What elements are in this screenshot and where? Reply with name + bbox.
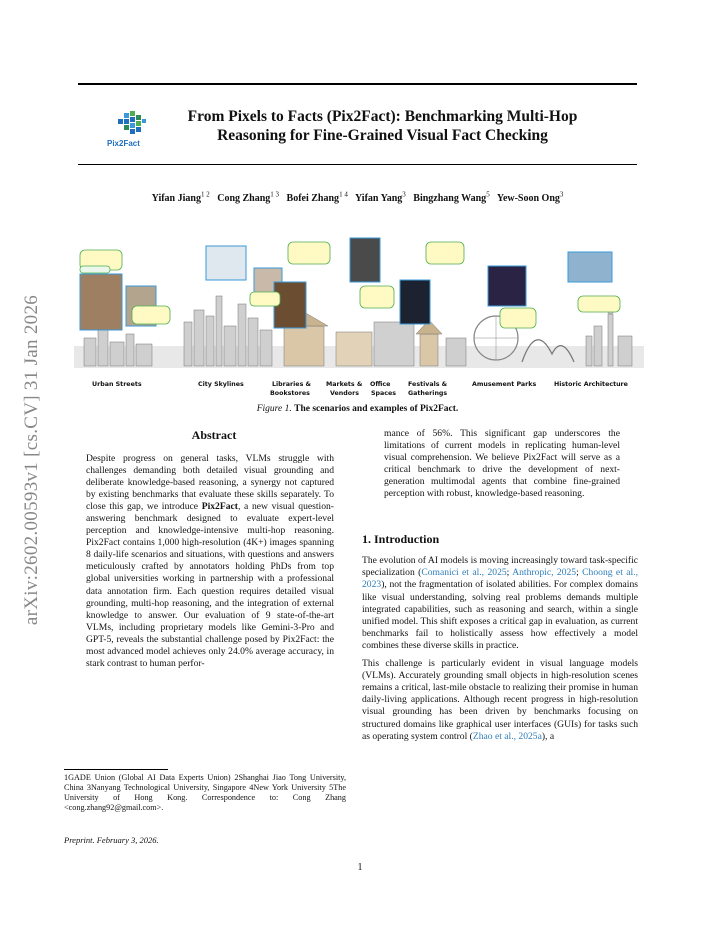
footnote-rule	[64, 769, 168, 770]
citation-link[interactable]: Comanici et al., 2025	[421, 567, 507, 579]
scenario-label: Amusement Parks	[472, 381, 537, 388]
paper-title	[160, 107, 605, 145]
figure-caption	[78, 404, 637, 414]
figure-caption-text: The scenarios and examples of Pix2Fact.	[294, 404, 459, 414]
author: Bingzhang Wang$^5$	[413, 191, 490, 205]
affiliations-footnote: 1GADE Union (Global AI Data Experts Union) 2Shanghai Jiao Tong University, China 3Nanyang Technological University, Singapore 4New York University 5The University of Hong Kong. Correspondence to: Cong Zhang <cong.zhang92@gmail.com>.	[64, 773, 346, 812]
scenario-label: Festivals &	[408, 381, 448, 388]
scenario-label: City Skylines	[198, 381, 244, 388]
author-list	[78, 191, 637, 204]
abstract-heading: Abstract	[191, 428, 237, 442]
preprint-date: Preprint. February 3, 2026.	[64, 835, 159, 845]
scenario-label: Markets &	[326, 381, 363, 388]
figure-caption-label: Figure 1.	[256, 404, 292, 414]
citation-link[interactable]: Anthropic, 2025	[512, 567, 577, 579]
scenario-label: Bookstores	[270, 390, 310, 397]
intro-paragraph-2: This challenge is particularly evident in visual language models (VLMs). Accurately grounding small objects in high-resolution scenes remains a critical, last-mile obstacle to realizing their promise in human daily-living applications. Although recent progress in high-resolution visual grounding has been driven by benchmarks focusing on structured domains like graphical user interfaces (GUIs) for tasks such as operating system control (Zhao et al., 2025a), a	[362, 658, 638, 742]
title-line-2: Reasoning for Fine-Grained Visual Fact Checking	[217, 127, 548, 144]
scenario-label: Libraries &	[272, 381, 311, 388]
scenario-label: Urban Streets	[92, 381, 142, 388]
title-line-1: From Pixels to Facts (Pix2Fact): Benchmarking Multi-Hop	[187, 108, 578, 125]
scenario-label: Historic Architecture	[554, 381, 628, 388]
page-number: 1	[357, 862, 363, 873]
logo-text: Pix2Fact	[107, 139, 140, 148]
arxiv-stamp	[12, 250, 52, 670]
citation-link[interactable]: Zhao et al., 2025a	[472, 730, 542, 742]
scenario-label: Gatherings	[408, 390, 448, 397]
right-column	[362, 428, 638, 749]
scenario-label: Vendors	[330, 390, 359, 397]
arxiv-id: arXiv:2602.00593v1 [cs.CV] 31 Jan 2026	[21, 294, 42, 626]
intro-paragraph-1: The evolution of AI models is moving increasingly toward task-specific specialization (Comanici et al., 2025; Anthropic, 2025; Choong et al., 2023), not the fragmentation of isolated abilities. For complex domains like visual understanding, solving real problems demands multiple integrated capabilities, such as reasoning and search, within a single unified model. This shift exposes a critical gap in evaluation, as current benchmarks fail to holistically assess how effectively a model combines these diverse skills in practice.	[362, 555, 638, 651]
author: Cong Zhang$^{1 3}$	[217, 191, 280, 205]
author: Bofei Zhang$^{1 4}$	[286, 191, 348, 205]
scenario-label: Spaces	[371, 390, 397, 397]
abstract-text: Despite progress on general tasks, VLMs struggle with challenges demanding both detailed visual grounding and deliberate knowledge-based reasoning, a synergy not captured by existing benchmarks that evaluate these skills separately. To close this gap, we introduce Pix2Fact, a new visual question-answering benchmark designed to evaluate expert-level perception and knowledge-intensive multi-hop reasoning. Pix2Fact contains 1,000 high-resolution (4K+) images spanning 8 daily-life scenarios and situations, with questions and answers meticulously crafted by annotators holding PhDs from top global universities working in partnership with a professional data annotation firm. Each question requires detailed visual grounding, multi-hop reasoning, and the integration of external knowledge to answer. Our evaluation of 9 state-of-the-art VLMs, including proprietary models like Gemini-3-Pro and GPT-5, reveals the substantial challenge posed by Pix2Fact: the most advanced model achieves only 24.0% average accuracy, in stark contrast to human perfor-	[86, 453, 334, 669]
introduction-heading: 1. Introduction	[362, 532, 440, 547]
left-column	[86, 428, 342, 670]
title-rule-top	[78, 83, 637, 85]
scenario-label: Office	[370, 381, 391, 388]
abstract-continued: mance of 56%. This significant gap underscores the limitations of current models in replicating human-level visual comprehension. We believe Pix2Fact will serve as a critical benchmark to drive the development of next-generation multimodal agents that combine fine-grained perception with robust, knowledge-based reasoning.	[384, 428, 620, 500]
author: Yew-Soon Ong$^3$	[496, 191, 564, 205]
citation-link[interactable]: Choong et al., 2023	[362, 567, 638, 591]
scenario-figure	[74, 226, 644, 398]
title-rule-bottom	[78, 164, 637, 165]
author: Yifan Yang$^3$	[354, 191, 406, 205]
author: Yifan Jiang$^{1 2}$	[151, 191, 210, 205]
